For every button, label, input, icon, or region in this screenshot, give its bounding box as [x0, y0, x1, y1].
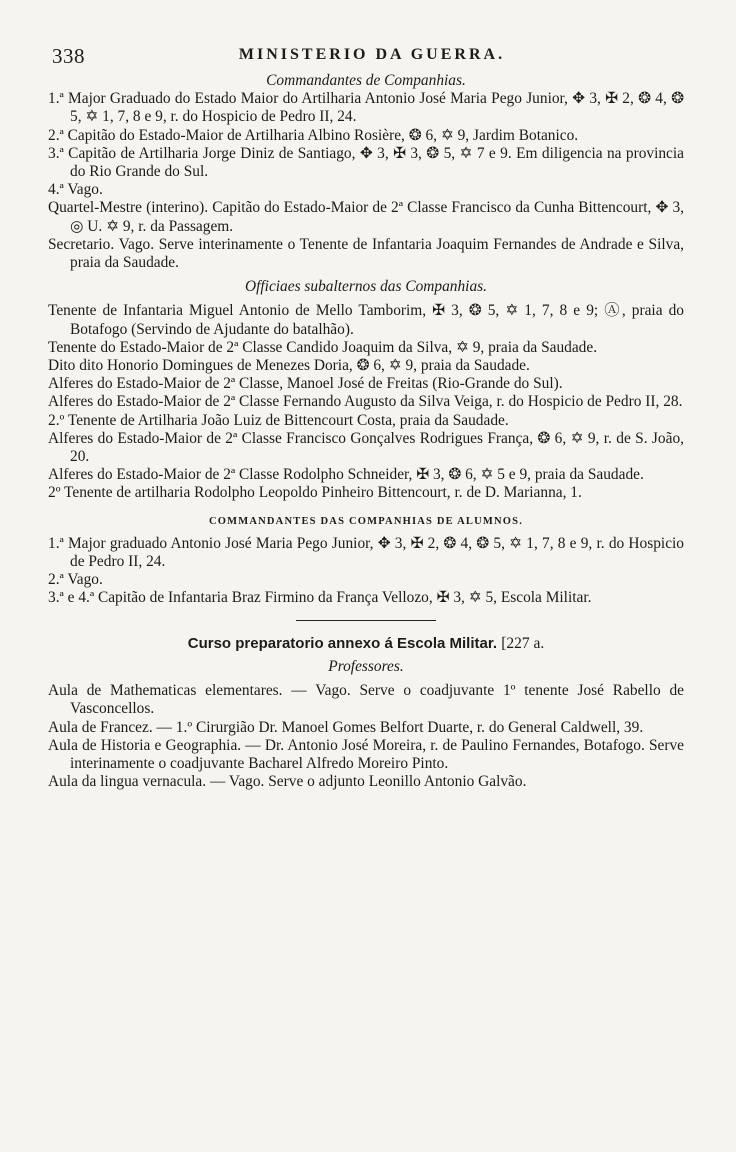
course-title [48, 635, 684, 653]
list-item: Alferes do Estado-Maior de 2ª Classe Rodolpho Schneider, ✠ 3, ❂ 6, ✡ 5 e 9, praia da Saudade. [48, 466, 644, 484]
list-item: Alferes do Estado-Maior de 2ª Classe, Manoel José de Freitas (Rio-Grande do Sul). [48, 375, 563, 393]
list-item: 2.ª Capitão do Estado-Maior de Artilharia Albino Rosière, ❂ 6, ✡ 9, Jardim Botanico. [48, 126, 579, 144]
list-item: Alferes do Estado-Maior de 2ª Classe Fernando Augusto da Silva Veiga, r. do Hospicio de Pedro II, 28. [48, 393, 683, 411]
list-item: Secretario. Vago. Serve interinamente o Tenente de Infantaria Joaquim Fernandes de Andrade e Silva, praia da Saudade. [48, 235, 684, 272]
list-item: Aula de Mathematicas elementares. — Vago. Serve o coadjuvante 1º tenente José Rabello de Vasconcellos. [48, 682, 684, 718]
page-header [52, 44, 692, 68]
list-item: 4.ª Vago. [48, 181, 103, 199]
section-heading-subaltern-officers: Officiaes subalternos das Companhias. [245, 278, 487, 296]
course-title-text: Curso preparatorio annexo á Escola Militar. [187, 634, 498, 652]
list-item: 1.ª Major Graduado do Estado Maior do Artilharia Antonio José Maria Pego Junior, ✥ 3, ✠ 2, ❂ 4, ❂ 5, ✡ 1, 7, 8 e 9, r. do Hospicio de Pedro II, 24. [48, 90, 684, 126]
section-heading-student-companies: COMMANDANTES DAS COMPANHIAS DE ALUMNOS. [208, 515, 524, 527]
list-item: 2.ª Vago. [48, 571, 103, 589]
list-item: Tenente do Estado-Maior de 2ª Classe Candido Joaquim da Silva, ✡ 9, praia da Saudade. [48, 338, 598, 356]
list-item: Aula de Historia e Geographia. — Dr. Antonio José Moreira, r. de Paulino Fernandes, Botafogo. Serve interinamente o coadjuvante Bacharel Alfredo Moreiro Pinto. [48, 736, 684, 772]
list-item: Alferes do Estado-Maior de 2ª Classe Francisco Gonçalves Rodrigues França, ❂ 6, ✡ 9, r. de S. João, 20. [48, 429, 684, 466]
list-item: 3.ª e 4.ª Capitão de Infantaria Braz Firmino da França Vellozo, ✠ 3, ✡ 5, Escola Militar. [48, 589, 592, 607]
list-item: 2º Tenente de artilharia Rodolpho Leopoldo Pinheiro Bittencourt, r. de D. Marianna, 1. [48, 484, 582, 502]
list-item: 1.ª Major graduado Antonio José Maria Pego Junior, ✥ 3, ✠ 2, ❂ 4, ❂ 5, ✡ 1, 7, 8 e 9, r. do Hospicio de Pedro II, 24. [48, 534, 684, 571]
section-heading-professors: Professores. [328, 657, 404, 675]
list-item: Aula de Francez. — 1.º Cirurgião Dr. Manoel Gomes Belfort Duarte, r. do General Caldwell, 39. [48, 718, 644, 736]
section-divider [296, 620, 436, 621]
list-item: Aula da lingua vernacula. — Vago. Serve o adjunto Leonillo Antonio Galvão. [48, 773, 527, 791]
running-title: MINISTERIO DA GUERRA. [238, 46, 506, 63]
list-item: Tenente de Infantaria Miguel Antonio de Mello Tamborim, ✠ 3, ❂ 5, ✡ 1, 7, 8 e 9; Ⓐ, praia do Botafogo (Servindo de Ajudante do batalhão). [48, 302, 684, 338]
section-heading-company-commanders: Commandantes de Companhias. [266, 72, 466, 89]
page-number: 338 [52, 44, 85, 68]
list-item: 2.º Tenente de Artilharia João Luiz de Bittencourt Costa, praia da Saudade. [48, 411, 509, 429]
list-item: 3.ª Capitão de Artilharia Jorge Diniz de Santiago, ✥ 3, ✠ 3, ❂ 5, ✡ 7 e 9. Em diligencia na provincia do Rio Grande do Sul. [48, 144, 684, 181]
course-reference: [227 a. [501, 634, 545, 652]
list-item: Quartel-Mestre (interino). Capitão do Estado-Maior de 2ª Classe Francisco da Cunha Bittencourt, ✥ 3, ◎ U. ✡ 9, r. da Passagem. [48, 199, 684, 235]
list-item: Dito dito Honorio Domingues de Menezes Doria, ❂ 6, ✡ 9, praia da Saudade. [48, 357, 530, 375]
page-content [48, 72, 684, 791]
